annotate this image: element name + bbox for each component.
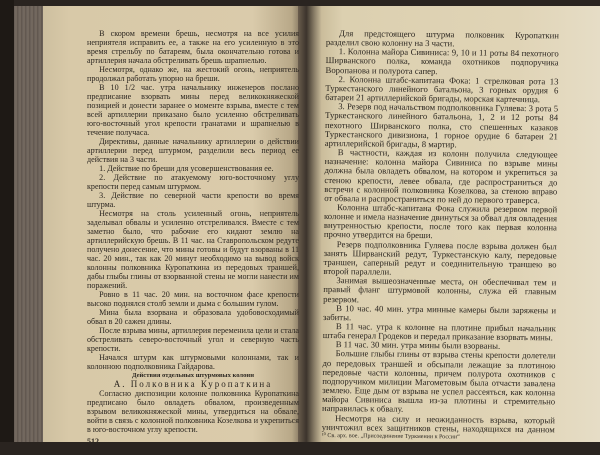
right-page-text [322, 29, 559, 455]
paragraph: Несмотря, однако же, на жестокий огонь, неприятель продолжал работать упорно на бреши. [87, 65, 299, 83]
paragraph: В 11 час. утра к колонне на плотине прибыл начальник штаба генерал Гродеков и передал приказание взорвать мины. [322, 321, 556, 343]
paragraph: 3. Резерв под начальством подполковника Гуляева: 3 рота 5 Туркестанского линейного батальона, 1, 2 и 12 роты 84 пехотного Ширванского полка, сто спешенных казаков Туркестанского дивизиона, 1 горное орудие 6 батареи 21 артиллерийской бригады, 8 мартир. [324, 101, 559, 150]
paragraph: 2. Действие по атакуемому юго-восточному углу крепости перед самым штурмом. [87, 173, 299, 191]
paragraph: 3. Действие по северной части крепости во время штурма. [87, 191, 299, 209]
paragraph: Начался штурм как штурмовыми колоннами, так и колонною подполковника Гайдарова. [87, 353, 299, 371]
paragraph: Занимая вышеозначенные места, он обеспечивал тем и правый фланг штурмовой колонны, служа ей главным резервом. [323, 275, 557, 304]
paragraph: Несмотря на столь усиленный огонь, неприятель заделывал обвалы и усиленно отстреливался. Вместе с тем заметно было, что рабочие его кидают землю на артиллерийскую брешь. В 11 час. на Ставропольском редуте получено донесение, что мины готовы и будут взорваны в 11 час. 20 мин., так как 20 минут необходимо на вывод войск колонны полковника Куропаткина из передовых траншей, дабы глыбы глины от взорванной стены не могли нанести им поражений. [87, 209, 299, 290]
paragraph: 1. Колонна майора Сивиниса: 9, 10 и 11 роты 84 пехотного Ширванского полка, команда охотников подпоручика Воропанова и полурота сапер. [325, 46, 559, 76]
subheading: А. Полковника Куропаткина [113, 379, 273, 389]
left-page-text [87, 29, 299, 447]
paragraph: Для предстоящего штурма полковник Куропаткин разделил свою колонну на 3 части. [325, 28, 559, 49]
paragraph: Ровно в 11 час. 20 мин. на восточном фасе крепости высоко поднялся столб земли и дыма с большим гулом. [87, 290, 299, 308]
paragraph: В 10 1/2 час. утра начальнику инженеров послано предписание взорвать мины перед великокняжеской позицией и донести заранее о моменте взрыва, вместе с тем всей артиллерии приказано было усиленно обстреливать юго-восточный угол крепости гранатами и шрапнелью в течение получаса. [87, 83, 299, 137]
page-number-right: 513 [542, 445, 555, 455]
book-spine [298, 6, 322, 442]
paragraph: После взрыва мины, артиллерия переменила цели и стала обстреливать северо-восточный угол и северную часть крепости. [87, 326, 299, 353]
paragraph: Директивы, данные начальнику артиллерии о действии артиллерии перед штурмом, разделили весь период ее действия на 3 части. [87, 137, 299, 164]
paragraph: В 11 час. 30 мин. утра мины были взорваны. [335, 339, 501, 352]
paragraph: В частности, каждая из колонн получила следующее назначение: колонна майора Сивиниса по взрыве мины должна была овладеть обвалом, на котором и укрепиться за стеною крепости, левее обвала, где распространиться до встречи с колонной полковника Козелкова, за стеною вправо от обвала и распространиться по ней до первого траверса. [324, 147, 558, 206]
paragraph: 1. Действие по бреши для усовершенствования ее. [99, 164, 274, 173]
paragraph: В 10 час. 40 мин. утра минные камеры были заряжены и забиты. [322, 302, 557, 323]
paragraph: Большие глыбы глины от взрыва стены крепости долетели до передовых траншей и обсыпали лежащие за плотиною передовые части колонны, причем полурота охотников с подпоручиком милиции Магометовым была отчасти завалена землею. Еще дым от взрыва не успел рассеяться, как колонна майора Сивиниса вышла из-за плотины и стремительно направилась к обвалу. [321, 348, 556, 415]
paragraph: В скором времени брешь, несмотря на все усилия неприятеля исправить ее, а также на его усиленную в это время стрельбу по батареям, была окончательно готова и артиллерия начала обстреливать брешь шрапнелью. [87, 29, 299, 65]
book-cover-edge [0, 0, 14, 442]
paragraph: Мина была взорвана и образовала удобовосходимый обвал в 20 сажен длины. [87, 308, 299, 326]
footnote: ¹⁰ Св. арх. вое. „Присоединение Туркмении к России“ [321, 432, 460, 441]
page-number-left: 512 [87, 437, 99, 446]
paragraph: Резерв подполковника Гуляева после взрыва должен был занять Ширванский редут, Туркестанскую калу, передовые траншеи, саперный редут и соединительную траншею во второй параллели. [323, 238, 557, 277]
section-heading: Действия отдельных штурмовых колонн [131, 372, 255, 379]
paragraph: Колонна штабс-капитана Фока служила резервом первой колонне и имела назначение двинуться за обвал для овладения внутренностью крепости, после того как первая колонна прочно утвердится на бреши. [323, 202, 558, 241]
paragraph: Согласно диспозиции колонне полковника Куропаткина предписано было овладеть обвалом, произведенным взрывом великокняжеской мины, утвердиться на обвале, войти в связь с колонной полковника Козелкова и укрепиться в юго-восточном углу крепости. [87, 389, 299, 434]
paragraph: 2. Колонна штабс-капитана Фока: 1 стрелковая рота 13 Туркестанского линейного батальона, 3 горных орудия 6 батареи 21 артиллерийской бригады, морская картечница. [325, 73, 559, 105]
paragraph: Несмотря на силу и неожиданность взрыва, который уничтожил всех защитников стены, находящихся на данном [321, 412, 555, 435]
